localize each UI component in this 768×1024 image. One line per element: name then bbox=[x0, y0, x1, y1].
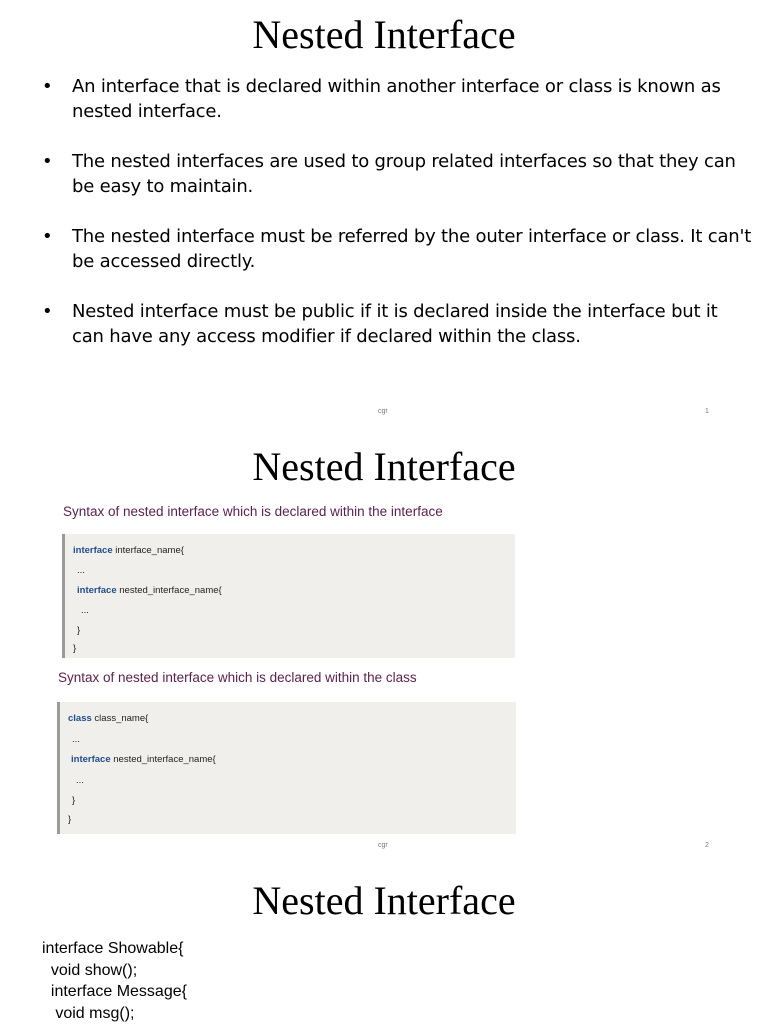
code-line: ... bbox=[81, 605, 89, 616]
slide-title: Nested Interface bbox=[252, 878, 516, 923]
bullet-item: • The nested interface must be referred by the outer interface or class. It can't be accessed directly. bbox=[42, 226, 752, 272]
code-line: ... bbox=[72, 734, 80, 745]
code-line: void msg(); bbox=[42, 1004, 135, 1022]
bullet-icon: • bbox=[42, 151, 53, 172]
bullet-icon: • bbox=[42, 301, 53, 322]
code-line: ... bbox=[77, 565, 85, 576]
caption-class-syntax: Syntax of nested interface which is declared within the class bbox=[58, 670, 417, 685]
code-line: ... bbox=[76, 775, 84, 786]
page-number: 1 bbox=[705, 408, 709, 415]
page-number: 2 bbox=[705, 842, 709, 849]
bullet-icon: • bbox=[42, 76, 53, 97]
slide-title: Nested Interface bbox=[252, 12, 516, 57]
code-line: } bbox=[77, 625, 81, 636]
slide-3 bbox=[0, 868, 768, 1024]
code-line: interface nested_interface_name{ bbox=[77, 585, 222, 596]
bullet-icon: • bbox=[42, 226, 53, 247]
caption-interface-syntax: Syntax of nested interface which is declared within the interface bbox=[63, 504, 443, 519]
code-line: class class_name{ bbox=[68, 713, 149, 724]
code-line: } bbox=[68, 814, 72, 825]
footer-author: cgr bbox=[378, 842, 388, 849]
code-line: } bbox=[73, 643, 77, 654]
code-line: interface Message{ bbox=[42, 983, 187, 1000]
bullet-item: • An interface that is declared within another interface or class is known as nested interface. bbox=[42, 76, 721, 122]
slide-title: Nested Interface bbox=[252, 444, 516, 489]
code-block-example bbox=[42, 938, 187, 1024]
code-line: interface nested_interface_name{ bbox=[71, 754, 216, 765]
bullet-item: • Nested interface must be public if it is declared inside the interface but it can have any access modifier if declared within the class. bbox=[42, 301, 718, 347]
code-line: interface interface_name{ bbox=[73, 545, 184, 556]
code-line: } bbox=[72, 795, 76, 806]
slide-2 bbox=[0, 434, 768, 854]
bullet-list bbox=[40, 74, 752, 374]
code-line: void show(); bbox=[42, 961, 138, 979]
footer-author: cgr bbox=[378, 408, 388, 415]
code-block-class bbox=[57, 702, 516, 834]
code-line: interface Showable{ bbox=[42, 940, 184, 957]
code-block-interface bbox=[62, 534, 515, 658]
slide-1 bbox=[0, 0, 768, 430]
bullet-item: • The nested interfaces are used to group related interfaces so that they can be easy to maintain. bbox=[42, 151, 736, 197]
